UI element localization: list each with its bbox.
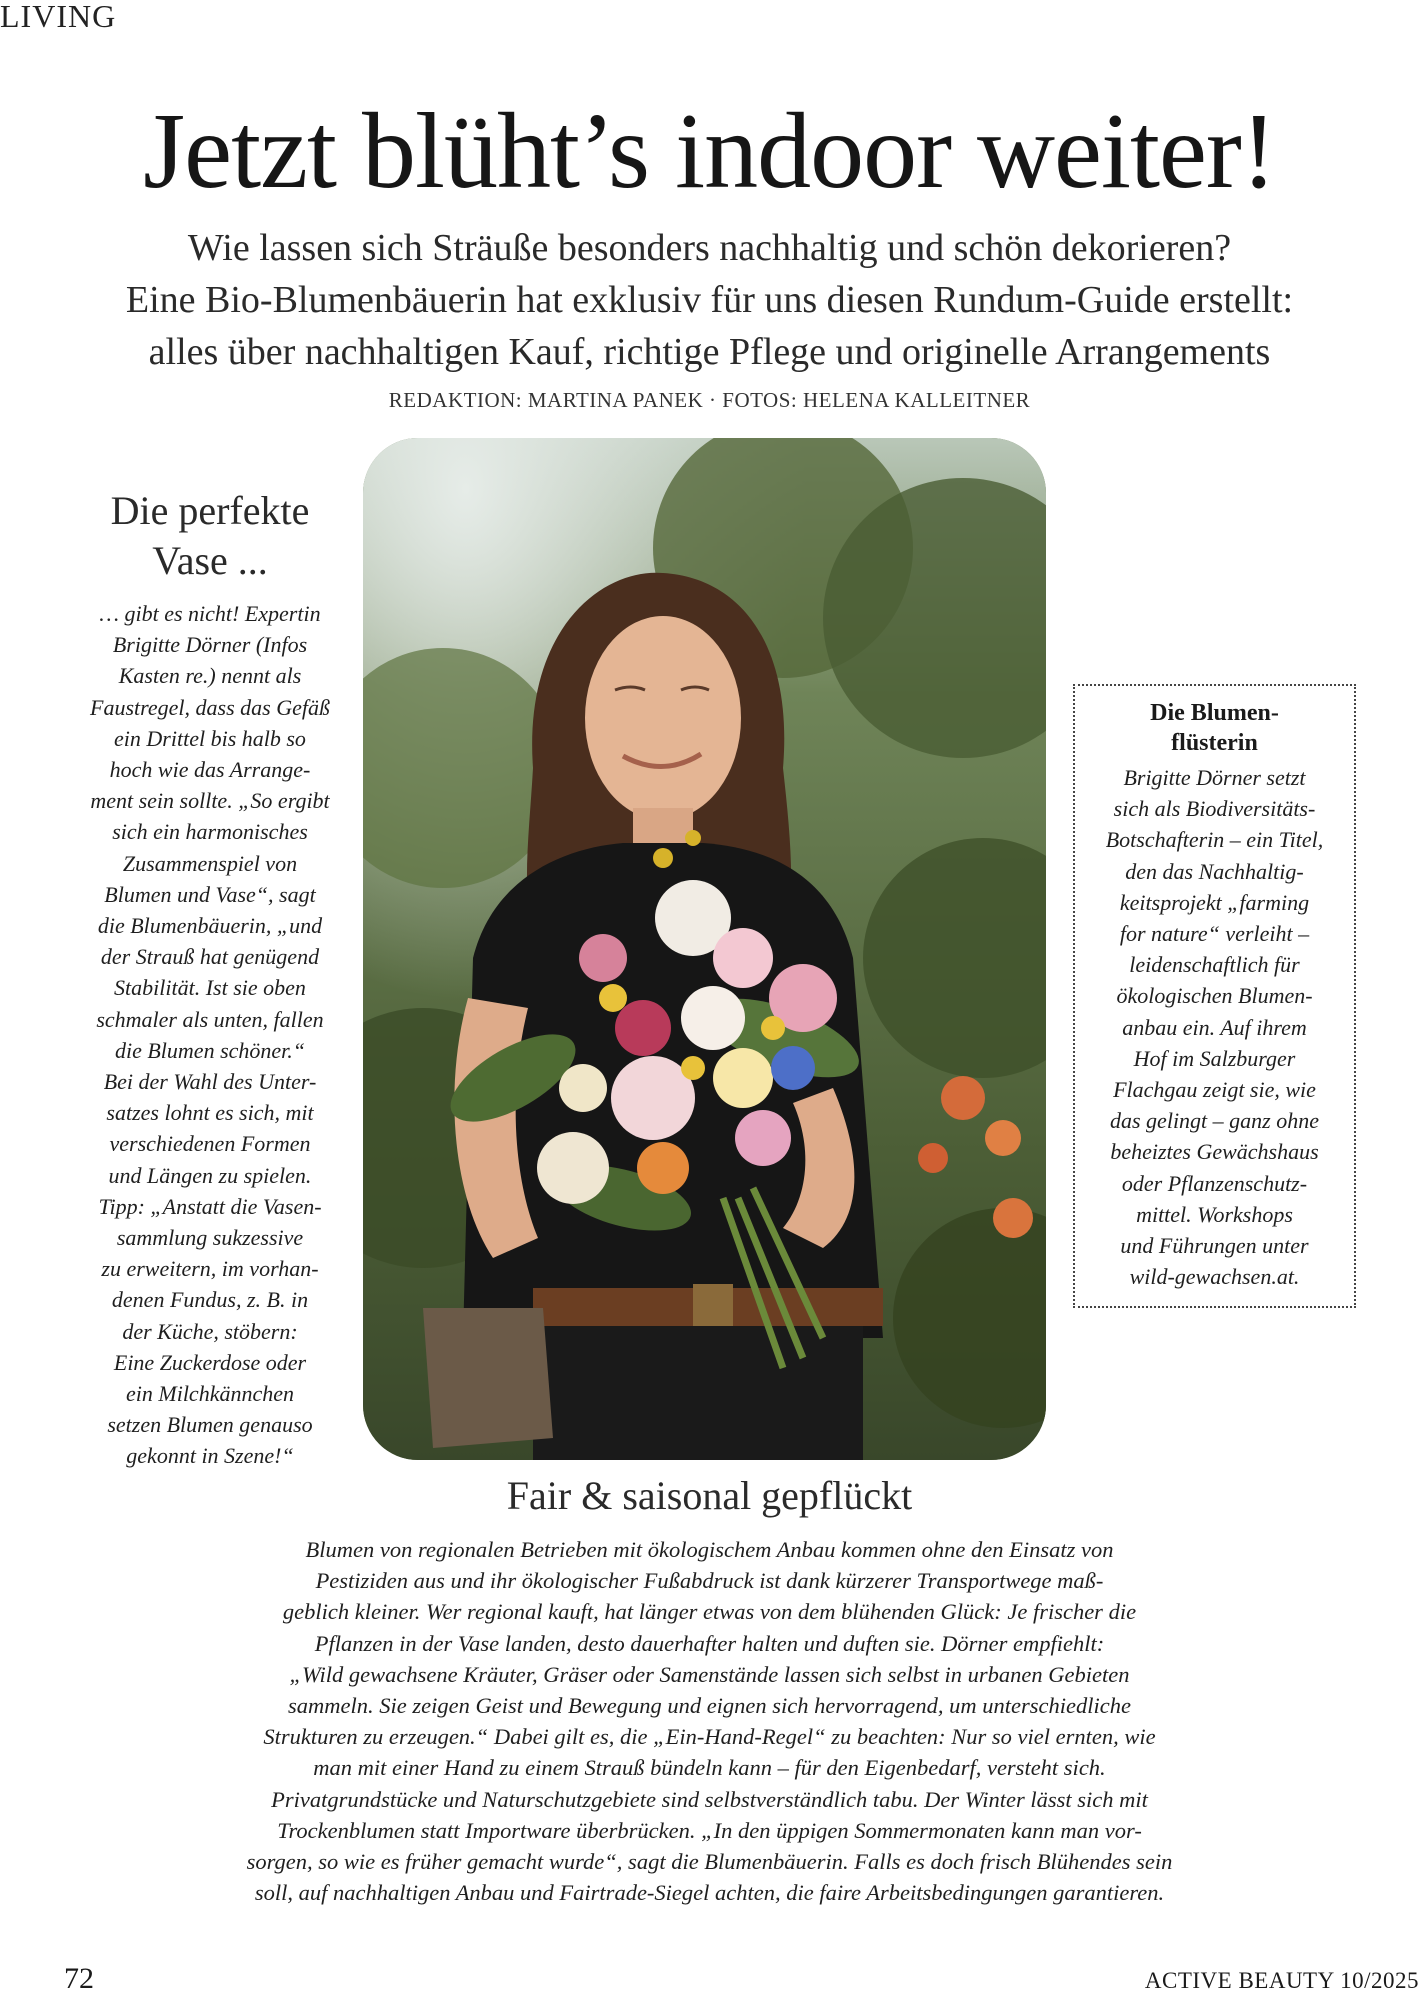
side-column-line: ein Milchkännchen [126, 1381, 294, 1407]
side-column-line: Eine Zuckerdose oder [113, 1349, 307, 1375]
side-column-line: schmaler als unten, fallen [96, 1006, 324, 1032]
side-column-line: zu erweitern, im vorhan- [101, 1256, 319, 1282]
side-column-line: sammlung sukzessive [116, 1225, 304, 1251]
info-box-line: das gelingt – ganz ohne [1110, 1108, 1319, 1134]
info-box-line: Botschafterin – ein Titel, [1105, 827, 1324, 853]
side-column-line: die Blumen schöner.“ [114, 1037, 306, 1063]
info-box-line: wild-gewachsen.at. [1129, 1264, 1300, 1290]
info-box-line: anbau ein. Auf ihrem [1122, 1014, 1307, 1040]
info-box-title-line: Die Blumen- [1150, 700, 1279, 726]
info-box-text [1073, 762, 1356, 1292]
side-column-line: sich ein harmonisches [112, 819, 308, 845]
info-box-line: ökologischen Blumen- [1116, 983, 1313, 1009]
info-box-line: Brigitte Dörner setzt [1123, 765, 1306, 790]
side-column-line: Zusammenspiel von [122, 850, 298, 876]
info-box-line: sich als Biodiversitäts- [1113, 796, 1316, 822]
info-box-line: Hof im Salzburger [1133, 1045, 1296, 1071]
bottom-section-line: sorgen, so wie es früher gemacht wurde“, sagt die Blumenbäuerin. Falls es doch frisch Blühendes sein [246, 1849, 1173, 1875]
info-box-line: und Führungen unter [1120, 1233, 1309, 1259]
info-box-line: oder Pflanzenschutz- [1121, 1170, 1308, 1196]
bottom-section-line: sammeln. Sie zeigen Geist und Bewegung und eignen sich hervorragend, um unterschiedliche [288, 1693, 1131, 1719]
magazine-issue: ACTIVE BEAUTY 10/2025 [1144, 1968, 1419, 1993]
side-column-line: der Strauß hat genügend [100, 944, 320, 970]
side-column-line: denen Fundus, z. B. in [111, 1287, 309, 1313]
subtitle-line: Wie lassen sich Sträuße besonders nachhaltig und schön dekorieren? [187, 227, 1232, 269]
section-label: LIVING [0, 0, 117, 34]
side-column-line: und Längen zu spielen. [108, 1162, 312, 1188]
side-column-line: gekonnt in Szene!“ [126, 1443, 294, 1469]
side-column-line: Stabilität. Ist sie oben [114, 975, 306, 1001]
bottom-section-line: Pestiziden aus und ihr ökologischer Fußabdruck ist dank kürzerer Transportwege maß- [315, 1568, 1104, 1594]
side-heading-line: Die perfekte [110, 488, 310, 533]
woman-holding-flower-bouquet-photo [363, 438, 1046, 1460]
bottom-section-line: geblich kleiner. Wer regional kauft, hat länger etwas von dem blühenden Glück: Je frischer die [282, 1599, 1137, 1625]
info-box-line: for nature“ verleiht – [1119, 921, 1310, 947]
info-box-title-line: flüsterin [1171, 730, 1258, 756]
side-column-line: setzen Blumen genauso [107, 1412, 313, 1438]
bottom-section-heading: Fair & saisonal gepflückt [506, 1473, 913, 1518]
side-column-line: Tipp: „Anstatt die Vasen- [98, 1193, 322, 1219]
bottom-section-line: man mit einer Hand zu einem Strauß bündeln kann – für den Eigenbedarf, versteht sich. [313, 1755, 1106, 1781]
side-column-line: Brigitte Dörner (Infos [112, 632, 308, 658]
bottom-section-line: Blumen von regionalen Betrieben mit ökologischem Anbau kommen ohne den Einsatz von [305, 1537, 1114, 1562]
bottom-section-line: Privatgrundstücke und Naturschutzgebiete sind selbstverständlich tabu. Der Winter lässt sich mit [271, 1786, 1148, 1812]
side-column-line: Bei der Wahl des Unter- [103, 1069, 317, 1095]
article-credits: REDAKTION: MARTINA PANEK · FOTOS: HELENA KALLEITNER [388, 388, 1031, 412]
side-heading-line: Vase ... [152, 538, 268, 583]
side-column-line: Kasten re.) nennt als [118, 663, 302, 689]
info-box-line: beheiztes Gewächshaus [1110, 1139, 1319, 1165]
side-column-line: ment sein sollte. „So ergibt [90, 788, 330, 814]
side-column-line: hoch wie das Arrange- [109, 757, 311, 783]
article-photo [363, 438, 1046, 1460]
side-column-line: Faustregel, dass das Gefäß [90, 694, 330, 720]
article-subtitle [20, 222, 1399, 378]
bottom-section-line: „Wild gewachsene Kräuter, Gräser oder Samenstände lassen sich selbst in urbanen Gebieten [289, 1661, 1130, 1687]
side-column-line: die Blumenbäuerin, „und [97, 913, 323, 939]
subtitle-line: Eine Bio-Blumenbäuerin hat exklusiv für uns diesen Rundum-Guide erstellt: [125, 279, 1294, 321]
bottom-section-line: Trockenblumen statt Importware überbrücken. „In den üppigen Sommermonaten kann man vor- [277, 1817, 1142, 1843]
bottom-section-line: Strukturen zu erzeugen.“ Dabei gilt es, die „Ein-Hand-Regel“ zu beachten: Nur so viel ernten, wie [263, 1724, 1156, 1750]
side-column-line: … gibt es nicht! Expertin [99, 601, 321, 626]
side-column-line: satzes lohnt es sich, mit [106, 1100, 314, 1126]
page-number: 72 [64, 1962, 94, 1995]
side-column-line: Blumen und Vase“, sagt [104, 881, 316, 907]
info-box-line: mittel. Workshops [1136, 1201, 1293, 1227]
side-column-line: ein Drittel bis halb so [114, 725, 306, 751]
side-column-line: verschiedenen Formen [109, 1131, 311, 1157]
info-box-title [1073, 698, 1356, 758]
side-heading [60, 486, 360, 586]
info-box-line: den das Nachhaltig- [1125, 858, 1304, 884]
side-column-line: der Küche, stöbern: [122, 1318, 298, 1344]
subtitle-line: alles über nachhaltigen Kauf, richtige Pflege und originelle Arrangements [148, 331, 1271, 373]
info-box-line: leidenschaftlich für [1129, 952, 1300, 978]
side-column-text [50, 598, 370, 1472]
article-title: Jetzt blüht’s indoor weiter! [143, 92, 1276, 211]
info-box-line: Flachgau zeigt sie, wie [1113, 1077, 1316, 1103]
info-box-line: keitsprojekt „farming [1119, 889, 1310, 915]
bottom-section-line: soll, auf nachhaltigen Anbau und Fairtrade-Siegel achten, die faire Arbeitsbedingungen garantieren. [254, 1880, 1165, 1906]
bottom-section-line: Pflanzen in der Vase landen, desto dauerhafter halten und duften sie. Dörner empfiehlt: [314, 1630, 1105, 1656]
bottom-section-text [100, 1534, 1319, 1908]
